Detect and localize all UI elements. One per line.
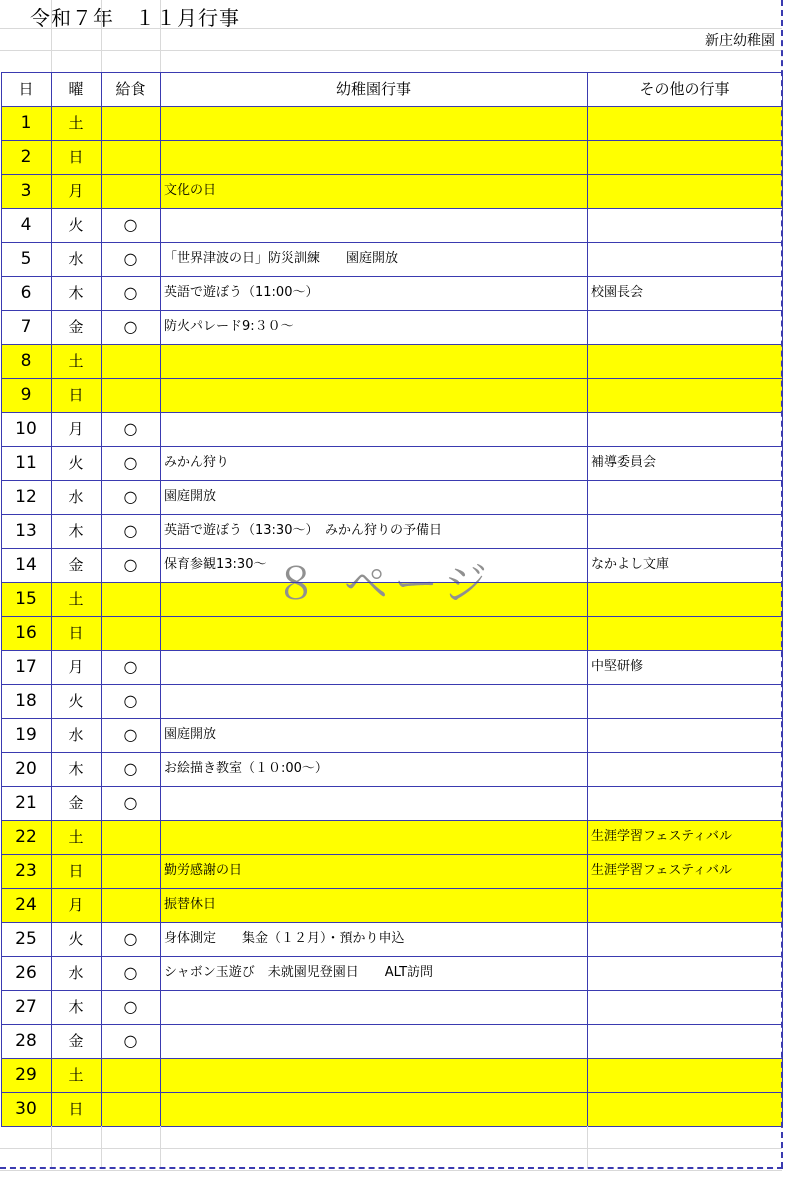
row-divider [1,922,782,923]
other-event-cell [587,1092,782,1126]
kindergarten-event-cell: 勤労感謝の日 [160,854,587,888]
day-cell: 8 [1,344,51,378]
lunch-cell [101,616,160,650]
gridline [101,1126,102,1168]
weekday-cell: 水 [68,488,84,506]
day-cell: 18 [15,691,37,711]
column-divider [587,72,588,1126]
other-event-cell [587,310,782,344]
gridline [160,1126,161,1168]
page-break-bottom [0,1167,783,1169]
other-event-cell [587,1058,782,1092]
column-divider [51,72,52,1126]
other-event-cell: 補導委員会 [591,455,657,470]
row-divider [1,854,782,855]
kindergarten-event-cell [160,786,587,820]
lunch-cell: ○ [123,1031,138,1050]
kindergarten-event-cell [160,140,587,174]
page-break-right [781,0,783,1168]
header-kindergarten-events: 幼稚園行事 [335,80,411,98]
gridline [0,50,782,51]
gridline [51,1126,52,1168]
school-name: 新庄幼稚園 [705,33,775,49]
kindergarten-event-cell [160,990,587,1024]
day-cell: 4 [20,215,32,235]
lunch-cell: ○ [123,657,138,676]
other-event-cell: 生涯学習フェスティバル [587,820,782,854]
header-day: 日 [18,80,34,98]
row-divider [1,1058,782,1059]
row-divider [1,344,782,345]
row-divider [1,1024,782,1025]
row-divider [1,276,782,277]
kindergarten-event-cell: お絵描き教室（１０:00～） [164,761,328,776]
other-event-cell [587,718,782,752]
weekday-cell: 火 [68,930,84,948]
lunch-cell [101,344,160,378]
day-cell: 10 [15,419,37,439]
kindergarten-event-cell: 文化の日 [160,174,587,208]
kindergarten-event-cell [160,616,587,650]
day-cell: 16 [1,616,51,650]
weekday-cell: 日 [51,616,101,650]
gridline [160,0,161,72]
weekday-cell: 水 [68,726,84,744]
kindergarten-event-cell [160,582,587,616]
lunch-cell: ○ [123,249,138,268]
kindergarten-event-cell: シャボン玉遊び 未就園児登園日 ALT訪問 [164,965,434,980]
weekday-cell: 火 [68,454,84,472]
lunch-cell: ○ [123,793,138,812]
row-divider [1,820,782,821]
weekday-cell: 日 [51,378,101,412]
day-cell: 1 [1,106,51,140]
day-cell: 30 [1,1092,51,1126]
gridline [51,0,52,72]
other-event-cell [587,480,782,514]
kindergarten-event-cell: 「世界津波の日」防災訓練 園庭開放 [164,251,399,266]
day-cell: 27 [15,997,37,1017]
weekday-cell: 火 [68,216,84,234]
other-event-cell [587,616,782,650]
weekday-cell: 日 [51,854,101,888]
kindergarten-event-cell [160,344,587,378]
column-divider [160,72,161,1126]
header-weekday: 曜 [68,80,84,98]
row-divider [1,1126,782,1127]
lunch-cell [101,140,160,174]
day-cell: 11 [15,453,37,473]
lunch-cell [101,854,160,888]
column-divider [1,72,2,1126]
other-event-cell: なかよし文庫 [591,557,670,572]
sheet-title: 令和７年 １１月行事 [30,6,240,30]
lunch-cell: ○ [123,555,138,574]
header-other-events: その他の行事 [639,80,730,98]
row-divider [1,956,782,957]
weekday-cell: 木 [68,760,84,778]
day-cell: 26 [15,963,37,983]
other-event-cell [587,140,782,174]
weekday-cell: 土 [51,106,101,140]
row-divider [1,446,782,447]
other-event-cell [587,888,782,922]
gridline [587,1126,588,1168]
lunch-cell: ○ [123,759,138,778]
lunch-cell [101,174,160,208]
day-cell: 29 [1,1058,51,1092]
row-divider [1,650,782,651]
kindergarten-event-cell: 身体測定 集金（１２月）・預かり申込 [164,931,405,946]
other-event-cell [587,990,782,1024]
row-divider [1,514,782,515]
lunch-cell: ○ [123,929,138,948]
lunch-cell [101,820,160,854]
row-divider [1,106,782,107]
page-watermark: ８ ページ [274,559,494,610]
kindergarten-event-cell [160,1058,587,1092]
other-event-cell [587,922,782,956]
other-event-cell [587,106,782,140]
other-event-cell [587,174,782,208]
gridline [0,1170,782,1171]
kindergarten-event-cell [160,684,587,718]
row-divider [1,378,782,379]
weekday-cell: 水 [68,964,84,982]
day-cell: 21 [15,793,37,813]
row-divider [1,310,782,311]
kindergarten-event-cell: 保育参観13:30～ [164,557,267,572]
lunch-cell: ○ [123,997,138,1016]
day-cell: 5 [20,249,32,269]
row-divider [1,412,782,413]
kindergarten-event-cell [160,378,587,412]
kindergarten-event-cell [160,1024,587,1058]
weekday-cell: 土 [51,344,101,378]
weekday-cell: 土 [51,820,101,854]
day-cell: 13 [15,521,37,541]
other-event-cell [587,208,782,242]
day-cell: 20 [15,759,37,779]
day-cell: 7 [20,317,32,337]
row-divider [1,616,782,617]
lunch-cell: ○ [123,283,138,302]
lunch-cell: ○ [123,453,138,472]
row-divider [1,786,782,787]
table-border-top [1,72,782,73]
lunch-cell: ○ [123,691,138,710]
kindergarten-event-cell: 英語で遊ぼう（13:30～） みかん狩りの予備日 [164,523,442,538]
lunch-cell [101,378,160,412]
other-event-cell [587,752,782,786]
gridline [0,1148,782,1149]
other-event-cell: 中堅研修 [591,659,644,674]
other-event-cell [587,378,782,412]
gridline [101,0,102,72]
lunch-cell: ○ [123,963,138,982]
weekday-cell: 木 [68,284,84,302]
other-event-cell: 校園長会 [591,285,644,300]
other-event-cell [587,582,782,616]
row-divider [1,548,782,549]
lunch-cell [101,888,160,922]
header-lunch: 給食 [115,80,146,98]
row-divider [1,174,782,175]
weekday-cell: 月 [51,174,101,208]
lunch-cell [101,1092,160,1126]
other-event-cell [587,684,782,718]
kindergarten-event-cell: みかん狩り [164,455,230,470]
kindergarten-event-cell: 園庭開放 [164,489,217,504]
row-divider [1,480,782,481]
other-event-cell [587,1024,782,1058]
other-event-cell: 生涯学習フェスティバル [587,854,782,888]
day-cell: 6 [20,283,32,303]
row-divider [1,718,782,719]
day-cell: 25 [15,929,37,949]
other-event-cell [587,344,782,378]
row-divider [1,752,782,753]
day-cell: 3 [1,174,51,208]
kindergarten-event-cell [160,1092,587,1126]
day-cell: 22 [1,820,51,854]
weekday-cell: 火 [68,692,84,710]
weekday-cell: 金 [68,556,84,574]
row-divider [1,888,782,889]
column-divider [101,72,102,1126]
weekday-cell: 土 [51,1058,101,1092]
other-event-cell [587,412,782,446]
kindergarten-event-cell [160,820,587,854]
other-event-cell [587,242,782,276]
kindergarten-event-cell: 振替休日 [160,888,587,922]
lunch-cell [101,106,160,140]
other-event-cell [587,786,782,820]
row-divider [1,242,782,243]
weekday-cell: 日 [51,140,101,174]
kindergarten-event-cell [160,208,587,242]
weekday-cell: 月 [51,888,101,922]
day-cell: 23 [1,854,51,888]
weekday-cell: 月 [68,420,84,438]
row-divider [1,582,782,583]
weekday-cell: 日 [51,1092,101,1126]
day-cell: 17 [15,657,37,677]
row-divider [1,990,782,991]
day-cell: 12 [15,487,37,507]
day-cell: 14 [15,555,37,575]
weekday-cell: 木 [68,998,84,1016]
weekday-cell: 水 [68,250,84,268]
lunch-cell: ○ [123,521,138,540]
lunch-cell [101,1058,160,1092]
row-divider [1,1092,782,1093]
weekday-cell: 金 [68,1032,84,1050]
kindergarten-event-cell: 英語で遊ぼう（11:00～） [164,285,319,300]
lunch-cell: ○ [123,419,138,438]
day-cell: 9 [1,378,51,412]
row-divider [1,684,782,685]
lunch-cell: ○ [123,487,138,506]
kindergarten-event-cell: 園庭開放 [164,727,217,742]
weekday-cell: 月 [68,658,84,676]
kindergarten-event-cell [160,412,587,446]
day-cell: 15 [1,582,51,616]
day-cell: 28 [15,1031,37,1051]
day-cell: 24 [1,888,51,922]
other-event-cell [587,514,782,548]
lunch-cell: ○ [123,215,138,234]
weekday-cell: 金 [68,794,84,812]
weekday-cell: 金 [68,318,84,336]
lunch-cell [101,582,160,616]
weekday-cell: 土 [51,582,101,616]
other-event-cell [587,956,782,990]
row-divider [1,208,782,209]
day-cell: 2 [1,140,51,174]
kindergarten-event-cell [160,650,587,684]
day-cell: 19 [15,725,37,745]
gridline [0,28,782,29]
lunch-cell: ○ [123,317,138,336]
row-divider [1,140,782,141]
lunch-cell: ○ [123,725,138,744]
weekday-cell: 木 [68,522,84,540]
kindergarten-event-cell: 防火パレード9:３０～ [164,319,294,334]
kindergarten-event-cell [160,106,587,140]
